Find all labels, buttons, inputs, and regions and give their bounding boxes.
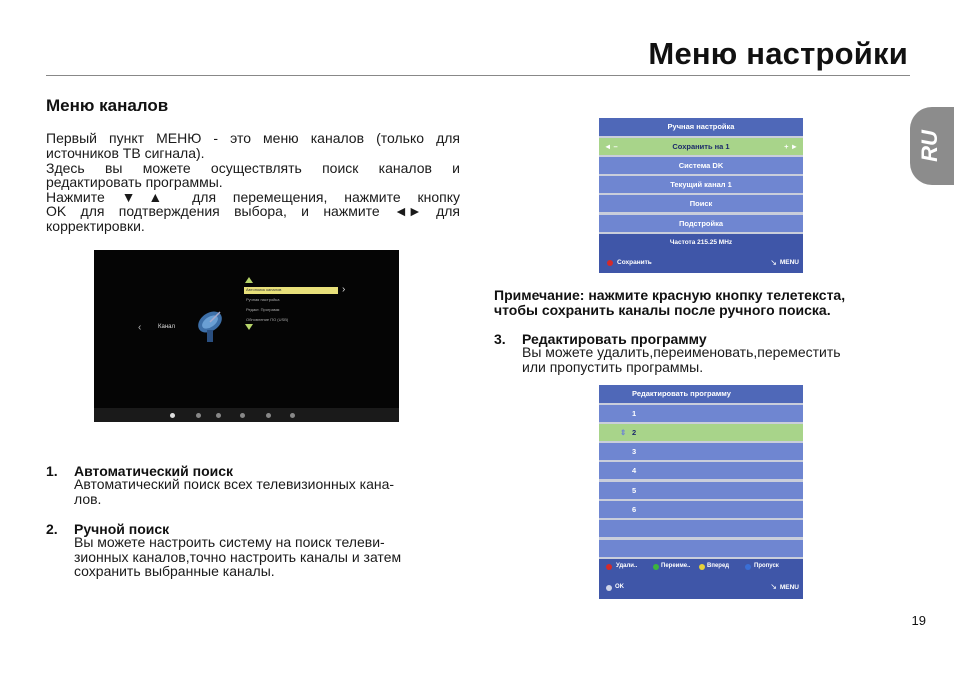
item-1-line-1: Автоматический поиск всех телевизионных кана-: [74, 476, 395, 492]
language-tab: [910, 107, 954, 185]
save-button[interactable]: Сохранить: [617, 259, 652, 266]
program-row[interactable]: 1: [599, 405, 803, 422]
program-edit-footer: [599, 559, 803, 599]
intro-line-1: Первый пункт МЕНЮ - это меню каналов (только для: [46, 130, 460, 146]
item-1-number: 1.: [46, 463, 58, 479]
manual-row-system[interactable]: Система DK: [599, 157, 803, 174]
tv-menu-category: Канал: [158, 324, 175, 330]
red-button-icon: [606, 564, 612, 570]
manual-row-save[interactable]: [599, 138, 803, 155]
frequency-readout: Частота 215.25 MHz: [669, 239, 733, 246]
menu-arrow-icon: ↘: [770, 258, 777, 267]
item-1-line-2: лов.: [74, 491, 102, 507]
program-row-label: 2: [632, 428, 637, 437]
menu-arrow-icon: ↘: [770, 582, 777, 591]
item-2-line-2: зионных каналов,точно настроить каналы и затем: [74, 549, 402, 565]
page-title: Меню настройки: [648, 36, 908, 71]
intro-line-4: редактировать программы.: [46, 174, 223, 190]
program-row-selected[interactable]: [599, 424, 803, 441]
blue-button-icon: [745, 564, 751, 570]
chevron-right-icon: ›: [342, 284, 346, 295]
program-row[interactable]: 4: [599, 462, 803, 479]
intro-line-7: корректировки.: [46, 218, 145, 234]
red-button-icon: [607, 260, 613, 266]
item-2-line-3: сохранить выбранные каналы.: [74, 563, 275, 579]
green-button-icon: [653, 564, 659, 570]
manual-row-search[interactable]: Поиск: [599, 195, 803, 212]
picture-tab-icon[interactable]: [196, 413, 201, 418]
item-3-title: Редактировать программу: [522, 331, 707, 347]
ok-button[interactable]: OK: [615, 584, 624, 590]
delete-button[interactable]: Удали..: [616, 563, 638, 569]
right-arrow-icon[interactable]: + ►: [784, 142, 798, 151]
note-line-1: Примечание: нажмите красную кнопку телетекста,: [494, 287, 846, 303]
move-button[interactable]: Вперед: [707, 563, 730, 569]
tv-menu-item[interactable]: Ручная настройка: [246, 297, 280, 302]
tv-menu-item: Автопоиск каналов: [246, 287, 282, 292]
item-3-line-2: или пропустить программы.: [522, 359, 704, 375]
menu-button[interactable]: MENU: [779, 259, 799, 266]
tv-menu-screenshot: [94, 250, 399, 422]
time-tab-icon[interactable]: [240, 413, 245, 418]
item-3-line-1: Вы можете удалить,переименовать,переместить: [522, 344, 841, 360]
note: [494, 288, 845, 318]
lock-tab-icon[interactable]: [266, 413, 271, 418]
program-edit-title: Редактировать программу: [599, 385, 803, 403]
manual-tuning-title: Ручная настройка: [599, 118, 803, 136]
updown-arrow-icon: ⇕: [620, 428, 627, 437]
language-tab-label: RU: [916, 130, 942, 162]
channel-tab-icon[interactable]: [170, 413, 175, 418]
item-3-number: 3.: [494, 331, 506, 347]
intro-line-6: OK для подтверждения выбора, и нажмите ◄► для: [46, 203, 460, 219]
item-2-number: 2.: [46, 521, 58, 537]
note-line-2: чтобы сохранить каналы после ручного поиска.: [494, 302, 831, 318]
arrow-down-icon: [245, 324, 253, 330]
arrow-up-icon: [245, 277, 253, 283]
item-2-line-1: Вы можете настроить систему на поиск телеви-: [74, 534, 385, 550]
manual-tuning-osd: [599, 118, 803, 273]
tv-menu-footer: [94, 408, 399, 422]
tv-menu-item[interactable]: Обновление ПО (USB): [246, 317, 289, 322]
manual-row-current-channel[interactable]: Текущий канал 1: [599, 176, 803, 193]
section-heading: Меню каналов: [46, 96, 169, 115]
chevron-left-icon: ‹: [138, 322, 142, 333]
program-row[interactable]: 6: [599, 501, 803, 518]
program-row-empty[interactable]: [599, 540, 803, 557]
program-edit-osd: [599, 385, 803, 599]
sound-tab-icon[interactable]: [216, 413, 221, 418]
ok-button-icon: [606, 585, 612, 591]
setup-tab-icon[interactable]: [290, 413, 295, 418]
tv-menu-item[interactable]: Редакт. Программ: [246, 307, 280, 312]
title-divider: [46, 75, 910, 76]
intro-line-5: Нажмите ▼▲ для перемещения, нажмите кнопку: [46, 189, 460, 205]
item-1-title: Автоматический поиск: [74, 463, 234, 479]
rename-button[interactable]: Переиме..: [661, 563, 691, 569]
yellow-button-icon: [699, 564, 705, 570]
manual-row-fine-tune[interactable]: Подстройка: [599, 215, 803, 232]
left-arrow-icon[interactable]: ◄ –: [604, 142, 618, 151]
program-row-empty[interactable]: [599, 520, 803, 537]
intro-line-3: Здесь вы можете осуществлять поиск каналов и: [46, 160, 460, 176]
tv-menu-highlight[interactable]: [244, 287, 338, 294]
item-2-title: Ручной поиск: [74, 521, 170, 537]
program-row[interactable]: 5: [599, 482, 803, 499]
menu-button[interactable]: MENU: [779, 584, 799, 591]
skip-button[interactable]: Пропуск: [754, 563, 779, 569]
manual-osd-footer: [599, 234, 803, 273]
manual-row-label: Сохранить на 1: [672, 142, 730, 151]
program-row[interactable]: 3: [599, 443, 803, 460]
page-number: 19: [911, 613, 926, 628]
intro-line-2: источников ТВ сигнала).: [46, 145, 205, 161]
satellite-dish-icon: [194, 306, 230, 344]
